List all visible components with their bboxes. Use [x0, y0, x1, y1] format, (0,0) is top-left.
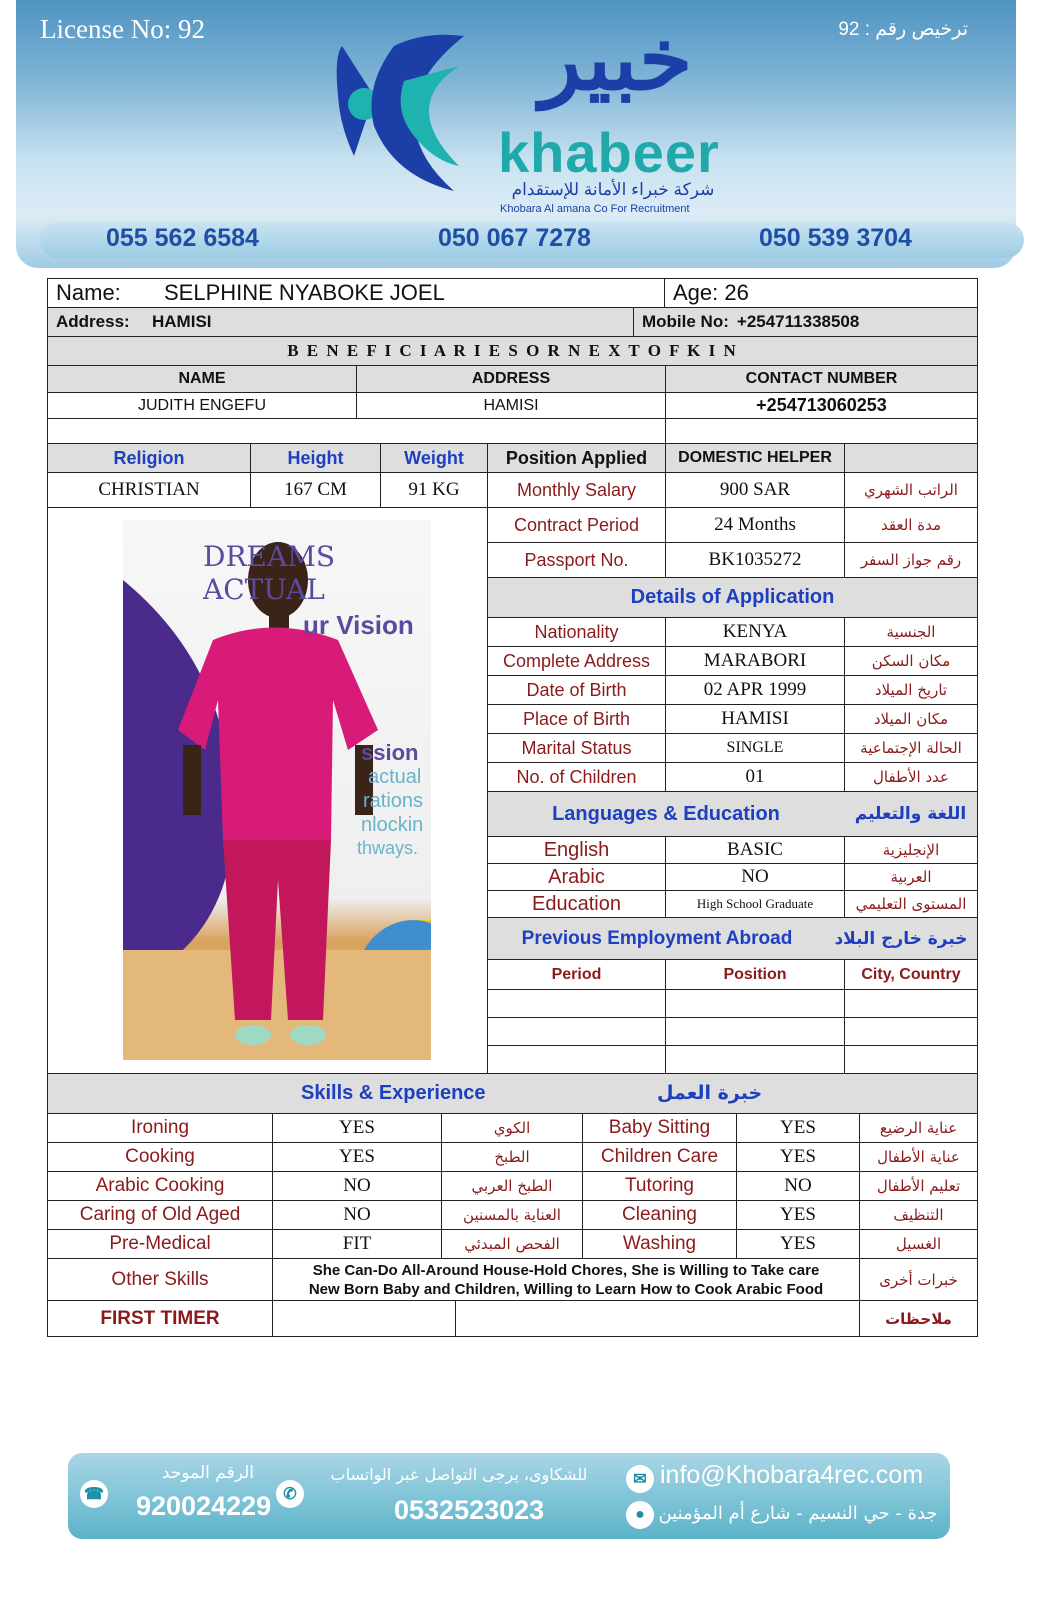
- arabic-ar: العربية: [844, 863, 978, 891]
- kin-address: HAMISI: [356, 392, 666, 419]
- height-value: 167 CM: [250, 472, 381, 508]
- phone-number-3: 050 539 3704: [759, 224, 912, 252]
- license-number-ar: ترخيص رقم : 92: [838, 19, 968, 40]
- religion-header: Religion: [47, 443, 251, 473]
- complete-address-value: MARABORI: [665, 646, 845, 676]
- remarks-label-ar: ملاحظات: [859, 1300, 978, 1337]
- kin-name: JUDITH ENGEFU: [47, 392, 357, 419]
- logo-english-text: khabeer: [498, 121, 720, 184]
- kin-contact: +254713060253: [665, 392, 978, 419]
- skill-label: Cooking: [47, 1142, 273, 1172]
- skill-value: NO: [272, 1200, 442, 1230]
- employment-cell: [844, 989, 978, 1018]
- location-pin-icon: ●: [626, 1501, 654, 1529]
- other-skills-line-2: New Born Baby and Children, Willing to Learn How to Cook Arabic Food: [308, 1280, 824, 1298]
- name-row: [47, 278, 665, 308]
- nationality-value: KENYA: [665, 617, 845, 647]
- position-applied-label: Position Applied: [487, 443, 666, 473]
- footer-contact-bar: [68, 1453, 950, 1539]
- blank-row: [665, 418, 978, 444]
- skill-label-ar: الفحص المبدئي: [441, 1229, 583, 1259]
- skill-value: YES: [736, 1113, 860, 1143]
- skill-value: NO: [736, 1171, 860, 1201]
- logo-arabic-text: خبير: [539, 12, 693, 108]
- skill-label-ar: تعليم الأطفال: [859, 1171, 978, 1201]
- skills-title: Skills & Experience: [301, 1082, 486, 1104]
- position-applied-value: DOMESTIC HELPER: [665, 443, 845, 473]
- email-address[interactable]: info@Khobara4rec.com: [660, 1461, 924, 1489]
- license-number-en: License No: 92: [40, 14, 205, 44]
- employment-cell: [844, 1017, 978, 1046]
- contract-period-ar: مدة العقد: [844, 507, 978, 543]
- employment-cell: [665, 989, 845, 1018]
- dob-ar: تاريخ الميلاد: [844, 675, 978, 705]
- skill-label-ar: الطبخ العربي: [441, 1171, 583, 1201]
- skill-value: YES: [272, 1142, 442, 1172]
- arabic-label: Arabic: [487, 863, 666, 891]
- other-skills-line-1: She Can-Do All-Around House-Hold Chores, She is Willing to Take care: [312, 1261, 820, 1279]
- employment-header-city: City, Country: [844, 959, 978, 990]
- marital-status-ar: الحالة الإجتماعية: [844, 733, 978, 763]
- skill-value: YES: [272, 1113, 442, 1143]
- kin-header-contact: CONTACT NUMBER: [665, 365, 978, 393]
- religion-value: CHRISTIAN: [47, 472, 251, 508]
- languages-title-ar: اللغة والتعليم: [844, 791, 978, 837]
- skill-value: YES: [736, 1142, 860, 1172]
- skill-label: Cleaning: [582, 1200, 737, 1230]
- weight-header: Weight: [380, 443, 488, 473]
- banner-text: thways.: [357, 838, 419, 858]
- office-location: جدة - حي النسيم - شارع أم المؤمنين: [658, 1503, 938, 1524]
- complaints-number: 0532523023: [394, 1495, 545, 1525]
- salary-label: Monthly Salary: [487, 472, 666, 508]
- remarks-blank: [455, 1300, 860, 1337]
- passport-value: BK1035272: [665, 542, 845, 578]
- weight-value: 91 KG: [380, 472, 488, 508]
- mobile-row: [633, 307, 978, 337]
- english-value: BASIC: [665, 836, 845, 864]
- banner-text: ur Vision: [303, 610, 414, 640]
- candidate-name: SELPHINE NYABOKE JOEL: [164, 280, 445, 305]
- details-title: Details of Application: [487, 577, 978, 618]
- skill-label: Ironing: [47, 1113, 273, 1143]
- employment-header-period: Period: [487, 959, 666, 990]
- whatsapp-icon: ✆: [276, 1480, 304, 1508]
- skill-label: Pre-Medical: [47, 1229, 273, 1259]
- email-icon: ✉: [626, 1465, 654, 1493]
- dob-label: Date of Birth: [487, 675, 666, 705]
- employment-cell: [487, 1045, 666, 1074]
- khabeer-logo-icon: [334, 26, 474, 196]
- skill-value: YES: [736, 1229, 860, 1259]
- unified-number-label: الرقم الموحد: [161, 1463, 255, 1483]
- contract-period-label: Contract Period: [487, 507, 666, 543]
- banner-text: ssion: [361, 740, 419, 765]
- candidate-mobile: +254711338508: [736, 312, 860, 331]
- logo-subtitle-ar: شركة خبراء الأمانة للإستقدام: [511, 180, 715, 199]
- nationality-ar: الجنسية: [844, 617, 978, 647]
- skill-value: NO: [272, 1171, 442, 1201]
- name-label: Name:: [56, 280, 121, 305]
- pob-label: Place of Birth: [487, 704, 666, 734]
- mobile-label: Mobile No:: [642, 312, 729, 331]
- skill-label: Children Care: [582, 1142, 737, 1172]
- contract-period-value: 24 Months: [665, 507, 845, 543]
- marital-status-value: SINGLE: [665, 733, 845, 763]
- languages-title: Languages & Education: [487, 791, 845, 837]
- children-value: 01: [665, 762, 845, 792]
- pob-ar: مكان الميلاد: [844, 704, 978, 734]
- skill-label: Tutoring: [582, 1171, 737, 1201]
- passport-label: Passport No.: [487, 542, 666, 578]
- employment-title-ar: خبرة خارج البلاد: [825, 917, 978, 960]
- education-value: High School Graduate: [665, 890, 845, 918]
- logo-subtitle-en: Khobara Al amana Co For Recruitment: [500, 203, 690, 215]
- other-skills-ar: خبرات أخرى: [859, 1258, 978, 1301]
- skill-label-ar: الكوي: [441, 1113, 583, 1143]
- banner-text: actual: [368, 766, 422, 788]
- phone-number-1: 055 562 6584: [106, 224, 259, 252]
- salary-label-ar: الراتب الشهري: [844, 472, 978, 508]
- complete-address-ar: مكان السكن: [844, 646, 978, 676]
- skill-label-ar: الطبخ: [441, 1142, 583, 1172]
- header-banner: [16, 0, 1016, 268]
- address-label: Address:: [56, 312, 130, 331]
- marital-status-label: Marital Status: [487, 733, 666, 763]
- children-ar: عدد الأطفال: [844, 762, 978, 792]
- children-label: No. of Children: [487, 762, 666, 792]
- skills-title-row: [47, 1073, 978, 1114]
- nationality-label: Nationality: [487, 617, 666, 647]
- employment-cell: [844, 1045, 978, 1074]
- blank-row: [47, 418, 666, 444]
- skill-value: YES: [736, 1200, 860, 1230]
- address-row: [47, 307, 634, 337]
- skill-label-ar: التنظيف: [859, 1200, 978, 1230]
- other-skills-text: [272, 1258, 860, 1301]
- other-skills-label: Other Skills: [47, 1258, 273, 1301]
- employment-cell: [665, 1045, 845, 1074]
- english-ar: الإنجليزية: [844, 836, 978, 864]
- remarks-blank: [272, 1300, 456, 1337]
- age-field: Age: 26: [664, 278, 978, 308]
- remarks-value: FIRST TIMER: [47, 1300, 273, 1337]
- banner-text: DREAMS ACTUAL: [203, 540, 336, 606]
- skill-value: FIT: [272, 1229, 442, 1259]
- skill-label-ar: عناية الرضيع: [859, 1113, 978, 1143]
- skill-label: Arabic Cooking: [47, 1171, 273, 1201]
- banner-text: nlockin: [361, 814, 424, 836]
- candidate-address: HAMISI: [152, 312, 212, 331]
- banner-text: rations: [363, 790, 424, 812]
- pob-value: HAMISI: [665, 704, 845, 734]
- phone-icon: ☎: [80, 1480, 108, 1508]
- education-ar: المستوى التعليمي: [844, 890, 978, 918]
- passport-label-ar: رقم جواز السفر: [844, 542, 978, 578]
- complete-address-label: Complete Address: [487, 646, 666, 676]
- height-header: Height: [250, 443, 381, 473]
- skill-label-ar: الغسيل: [859, 1229, 978, 1259]
- kin-section-title: B E N E F I C I A R I E S O R N E X T O F K I N: [47, 336, 978, 366]
- employment-cell: [487, 1017, 666, 1046]
- unified-number: 920024229: [136, 1491, 272, 1521]
- employment-cell: [487, 989, 666, 1018]
- dob-value: 02 APR 1999: [665, 675, 845, 705]
- position-applied-blank: [844, 443, 978, 473]
- candidate-photo: [123, 520, 431, 1060]
- skill-label-ar: العناية بالمسنين: [441, 1200, 583, 1230]
- skill-label-ar: عناية الأطفال: [859, 1142, 978, 1172]
- kin-header-name: NAME: [47, 365, 357, 393]
- phone-number-2: 050 067 7278: [438, 224, 591, 252]
- salary-value: 900 SAR: [665, 472, 845, 508]
- employment-header-position: Position: [665, 959, 845, 990]
- skills-title-ar: خبرة العمل: [657, 1082, 763, 1104]
- kin-header-address: ADDRESS: [356, 365, 666, 393]
- employment-cell: [665, 1017, 845, 1046]
- english-label: English: [487, 836, 666, 864]
- education-label: Education: [487, 890, 666, 918]
- employment-title: Previous Employment Abroad: [487, 917, 826, 960]
- skill-label: Baby Sitting: [582, 1113, 737, 1143]
- skill-label: Washing: [582, 1229, 737, 1259]
- arabic-value: NO: [665, 863, 845, 891]
- skill-label: Caring of Old Aged: [47, 1200, 273, 1230]
- complaints-label: للشكاوى، يرجى التواصل عبر الواتساب: [330, 1465, 588, 1484]
